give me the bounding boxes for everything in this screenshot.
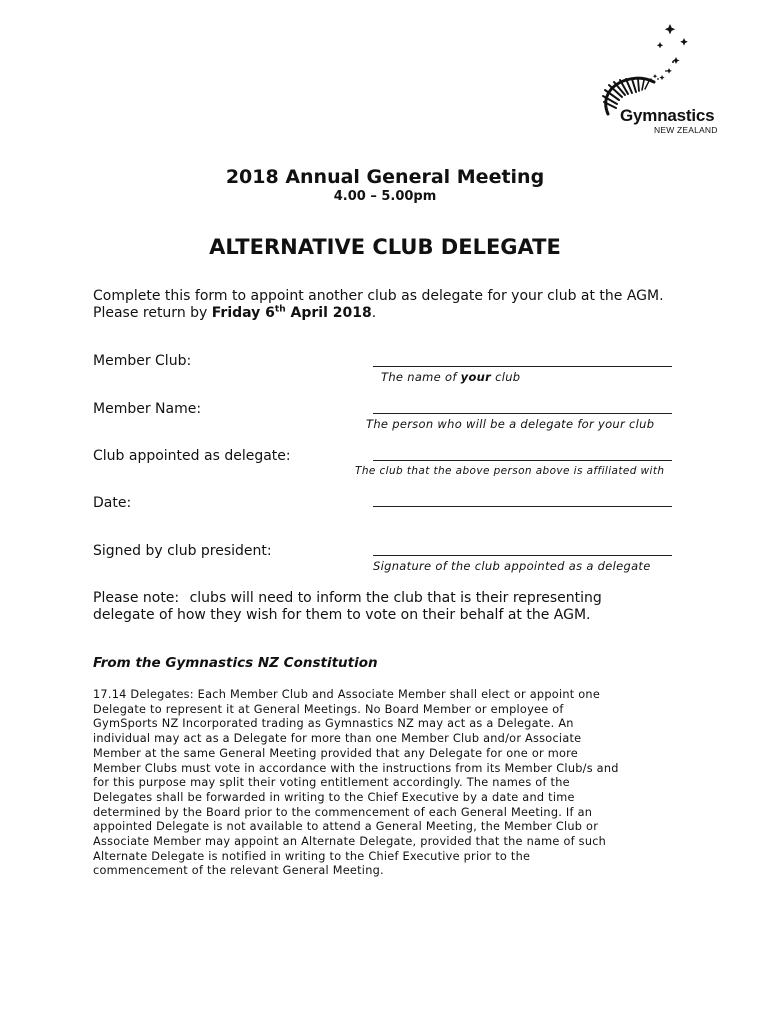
- constitution-line: Alternate Delegate is notified in writing to the Chief Executive prior to the: [93, 849, 531, 863]
- meeting-time: 4.00 – 5.00pm: [333, 189, 437, 204]
- form-title: ALTERNATIVE CLUB DELEGATE: [209, 235, 561, 259]
- return-date-month-year: April 2018: [285, 305, 372, 321]
- return-date-day: Friday 6: [211, 305, 275, 321]
- return-date: [212, 305, 372, 321]
- intro-return-prefix: Please return by: [93, 305, 212, 321]
- logo-wordmark: Gymnastics: [620, 106, 715, 125]
- constitution-line: Delegate to represent it at General Meetings. No Board Member or employee of: [93, 702, 564, 716]
- constitution-line: Associate Member may appoint an Alternate Delegate, provided that the name of such: [93, 835, 607, 849]
- signature-field[interactable]: [373, 555, 672, 556]
- date-label: Date:: [93, 495, 132, 511]
- constitution-line: Delegates shall be forwarded in writing to the Chief Executive by a date and time: [93, 790, 575, 804]
- constitution-line: Member at the same General Meeting provided that any Delegate for one or more: [93, 746, 579, 760]
- intro-paragraph: [93, 288, 693, 322]
- date-field[interactable]: [373, 506, 672, 507]
- club-delegate-label: Club appointed as delegate:: [93, 448, 291, 464]
- club-delegate-field[interactable]: [373, 460, 672, 461]
- intro-line-1: Complete this form to appoint another club as delegate for your club at the AGM.: [93, 288, 664, 304]
- member-club-hint: [381, 370, 520, 384]
- note-line-1-text: clubs will need to inform the club that is their representing: [189, 590, 602, 606]
- constitution-line: for this purpose may split their voting entitlement accordingly. The names of the: [93, 776, 570, 790]
- constitution-line: commencement of the relevant General Meeting.: [93, 864, 384, 878]
- member-club-hint-prefix: The name of: [381, 370, 461, 384]
- gymnastics-nz-logo: [596, 22, 736, 137]
- signature-hint: Signature of the club appointed as a delegate: [373, 559, 651, 573]
- constitution-line: 17.14 Delegates: Each Member Club and Associate Member shall elect or appoint one: [93, 688, 601, 701]
- member-club-label: Member Club:: [93, 353, 192, 369]
- member-club-field[interactable]: [373, 366, 672, 367]
- member-name-field[interactable]: [373, 413, 672, 414]
- constitution-line: determined by the Board prior to the commencement of each General Meeting. If an: [93, 805, 593, 819]
- note-line-1: [93, 590, 653, 607]
- note-line-2: delegate of how they wish for them to vote on their behalf at the AGM.: [93, 607, 591, 623]
- club-delegate-hint: The club that the above person above is affiliated with: [355, 465, 665, 477]
- member-name-label: Member Name:: [93, 401, 202, 417]
- member-name-hint: The person who will be a delegate for your club: [366, 417, 655, 431]
- note-prefix: Please note:: [93, 590, 180, 606]
- member-club-hint-suffix: club: [491, 370, 521, 384]
- member-club-hint-bold: your: [460, 370, 492, 384]
- constitution-line: individual may act as a Delegate for more than one Member Club and/or Associate: [93, 732, 582, 746]
- constitution-heading: From the Gymnastics NZ Constitution: [93, 655, 378, 671]
- constitution-text: [93, 688, 693, 879]
- note-paragraph: [93, 590, 653, 624]
- signed-label: Signed by club president:: [93, 543, 272, 559]
- logo-subtitle: NEW ZEALAND: [654, 125, 718, 135]
- constitution-line: Member Clubs must vote in accordance with the instructions from its Member Club/s and: [93, 761, 619, 775]
- return-date-suffix: th: [274, 304, 286, 315]
- intro-return-suffix: .: [371, 305, 377, 321]
- intro-line-2: [93, 305, 693, 322]
- constitution-line: GymSports NZ Incorporated trading as Gymnastics NZ may act as a Delegate. An: [93, 717, 574, 731]
- meeting-title: 2018 Annual General Meeting: [225, 166, 545, 188]
- constitution-line: appointed Delegate is not available to attend a General Meeting, the Member Club or: [93, 820, 599, 834]
